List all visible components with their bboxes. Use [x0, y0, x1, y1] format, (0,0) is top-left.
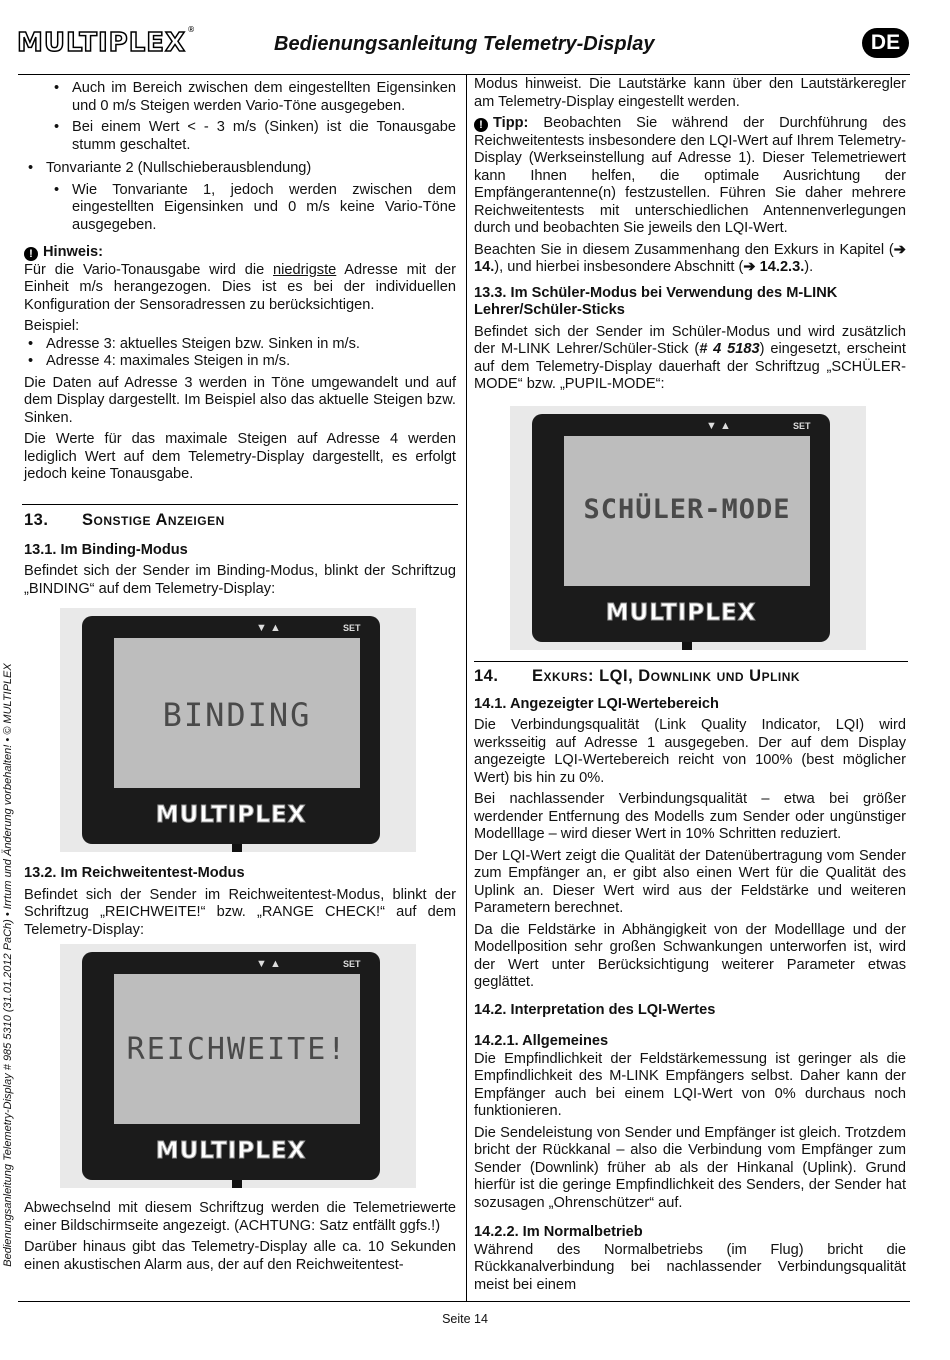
device-logo: MULTIPLEX: [155, 802, 307, 828]
paragraph: Während des Normalbetriebs (im Flug) bricht die Rückkanalverbindung bei nachlassender Verbindungsqualität meist bei einem: [474, 1241, 906, 1293]
device-image-reichweite: ▼ ▲ SET REICHWEITE! MULTIPLEX: [60, 944, 416, 1188]
section-13-2: [24, 861, 456, 943]
paragraph: Abwechselnd mit diesem Schriftzug werden die Telemetriewerte einer Bildschirmseite angezeigt. (ACHTUNG: Satz entfällt ggfs.!): [24, 1200, 456, 1234]
section-14: [474, 668, 906, 1298]
language-badge: DE: [862, 28, 909, 58]
info-icon: !: [474, 118, 488, 132]
page-number: Seite 14: [442, 1312, 488, 1326]
paragraph: Befindet sich der Sender im Binding-Modus, blinkt der Schriftzug „BINDING“ auf dem Telemetry-Display:: [24, 563, 456, 597]
device-logo: MULTIPLEX: [605, 600, 757, 626]
section-rule: [22, 504, 458, 505]
header-rule: [18, 74, 910, 75]
display-text-reichweite: REICHWEITE!: [126, 1032, 348, 1067]
paragraph: Die Verbindungsqualität (Link Quality Indicator, LQI) wird werksseitig auf Adresse 1 ausgegeben. Der auf dem Display angezeigte LQI-Wertebereich reicht von 100% (best möglicher Wert) bis hin zu 0%.: [474, 717, 906, 786]
left-column: [24, 80, 456, 488]
subsubsection-heading: 14.2.1. Allgemeines: [474, 1033, 609, 1049]
section-13: [24, 512, 456, 602]
hinweis-heading: ! Hinweis:: [24, 244, 456, 262]
display-text-binding: BINDING: [162, 696, 312, 734]
subsection-heading: 14.1. Angezeigter LQI-Wertebereich: [474, 695, 719, 712]
right-column: [474, 76, 906, 398]
footer-rule: [18, 1301, 910, 1302]
beispiel-label: Beispiel:: [24, 318, 80, 334]
document-title: Bedienungsanleitung Telemetry-Display: [274, 33, 655, 55]
side-imprint: Bedienungsanleitung Telemetry-Display # 985 5310 (31.01.2012 PaCh) • Irrtum und Änderung vorbehalten! • © MULTIPLEX: [2, 663, 14, 1267]
paragraph: Die Sendeleistung von Sender und Empfänger ist gleich. Trotzdem bricht der Rückkanal – also die Verbindung vom Empfänger zum Sender (Downlink) früher ab als der Hinkanal (Uplink). Grund hierfür ist die geringe Empfindlichkeit des Senders, der Sender hat sozusagen „Ohrenschützer“ auf.: [474, 1124, 906, 1211]
hinweis-text: Für die Vario-Tonausgabe wird die niedrigste Adresse mit der Einheit m/s herangezogen. Dies ist es bei der individuellen Konfiguration der Sensoradressen zu berücksichtigen.: [24, 261, 456, 313]
section-14-heading: 14. Exkurs: LQI, Downlink und Uplink: [474, 667, 801, 685]
list-item: • Adresse 4: maximales Steigen in m/s.: [24, 353, 456, 371]
info-icon: !: [24, 247, 38, 261]
subsection-heading: 14.2. Interpretation des LQI-Wertes: [474, 1001, 716, 1018]
device-logo: MULTIPLEX: [155, 1138, 307, 1164]
column-divider: [466, 74, 467, 1301]
paragraph: Befindet sich der Sender im Schüler-Modus und wird zusätzlich der M-LINK Lehrer/Schüler-Stick (# 4 5183) eingesetzt, erscheint auf dem Telemetry-Display dauerhaft der Schriftzug „SCHÜLER-MODE“ bzw. „PUPIL-MODE“:: [474, 323, 906, 392]
list-item: • Bei einem Wert < - 3 m/s (Sinken) ist die Tonausgabe stumm geschaltet.: [24, 119, 456, 154]
paragraph: Die Werte für das maximale Steigen auf Adresse 4 werden lediglich Wert auf dem Telemetry-Display dargestellt, es erfolgt jedoch keine Tonausgabe.: [24, 431, 456, 482]
device-image-binding: ▼ ▲ SET BINDING MULTIPLEX: [60, 608, 416, 852]
paragraph: Da die Feldstärke in Abhängigkeit von der Modelllage und der Modellposition sehr großen Schwankungen unterworfen ist, wird der Wert unter Berücksichtigung weiterer Parameter etwas geglättet.: [474, 921, 906, 990]
section-rule: [474, 661, 908, 662]
paragraph: Befindet sich der Sender im Reichweitentest-Modus, blinkt der Schriftzug „REICHWEITE!“ bzw. „RANGE CHECK!“ auf dem Telemetry-Display:: [24, 886, 456, 938]
page-header: [0, 0, 950, 76]
subsection-heading: 13.2. Im Reichweitentest-Modus: [24, 865, 245, 881]
subsection-heading: 13.1. Im Binding-Modus: [24, 541, 188, 558]
paragraph: Die Daten auf Adresse 3 werden in Töne umgewandelt und auf dem Display dargestellt. Im Beispiel also das aktuelle Steigen bzw. Sinken.: [24, 374, 456, 426]
list-item: • Wie Tonvariante 1, jedoch werden zwischen dem eingestellten Eigensinken und 0 m/s keine Vario-Töne ausgegeben.: [24, 182, 456, 235]
paragraph: Der LQI-Wert zeigt die Qualität der Datenübertragung vom Sender zum Empfänger an, er gibt also einen Wert für die Qualität des Uplink an. Dieser Wert wird aus der Feldstärke und weiteren Parametern berechnet.: [474, 847, 906, 916]
list-item: • Auch im Bereich zwischen dem eingestellten Eigensinken und 0 m/s Steigen werden Vario-Töne ausgegeben.: [24, 80, 456, 115]
paragraph: Modus hinweist. Die Lautstärke kann über den Lautstärkeregler am Telemetry-Display eingestellt werden.: [474, 76, 906, 110]
device-image-schueler: ▼ ▲ SET SCHÜLER-MODE MULTIPLEX: [510, 406, 866, 650]
paragraph: Die Empfindlichkeit der Feldstärkemessung ist geringer als die Empfindlichkeit des M-LINK Empfängers selbst. Daher kann der Empfänger auch bei einem LQI-Wert von 0% durchaus noch funktionieren.: [474, 1050, 906, 1119]
paragraph: Beachten Sie in diesem Zusammenhang den Exkurs in Kapitel (➔ 14.), und hierbei insbesondere Abschnitt (➔ 14.2.3.).: [474, 241, 906, 275]
tipp-paragraph: ! Tipp: Beobachten Sie während der Durchführung des Reichweitentests insbesondere den LQI-Wert auf Ihrem Telemetry-Display (Werkseinstellung auf Adresse 1). Dieser Telemetriewert kann Ihnen helfen, die optimale Ausrichtung der Empfängerantenne(n) festzustellen. Führen Sie daher mehrere Reichweitentests mit unterschiedlichen Antennenverlegungen durch und beobachten Sie jeweils den LQI-Wert.: [474, 115, 906, 236]
subsection-heading: 13.3. Im Schüler-Modus bei Verwendung des M-LINK Lehrer/Schüler-Sticks: [474, 284, 838, 318]
display-text-schueler: SCHÜLER-MODE: [583, 494, 791, 525]
subsubsection-heading: 14.2.2. Im Normalbetrieb: [474, 1224, 643, 1240]
multiplex-logo: MULTIPLEX ®: [17, 25, 197, 58]
paragraph: Darüber hinaus gibt das Telemetry-Display alle ca. 10 Sekunden einen akustischen Alarm aus, der auf den Reichweitentest-: [24, 1239, 456, 1273]
list-item: • Adresse 3: aktuelles Steigen bzw. Sinken in m/s.: [24, 336, 456, 354]
paragraph: Bei nachlassender Verbindungsqualität – etwa bei größer werdender Entfernung des Modells zum Sender oder ungünstiger Modelllage – wird dieser Wert in 10% Schritten reduziert.: [474, 791, 906, 842]
list-item: • Tonvariante 2 (Nullschieberausblendung): [24, 160, 456, 178]
section-13-heading: 13. Sonstige Anzeigen: [24, 511, 225, 529]
left-bottom: [24, 1200, 456, 1278]
